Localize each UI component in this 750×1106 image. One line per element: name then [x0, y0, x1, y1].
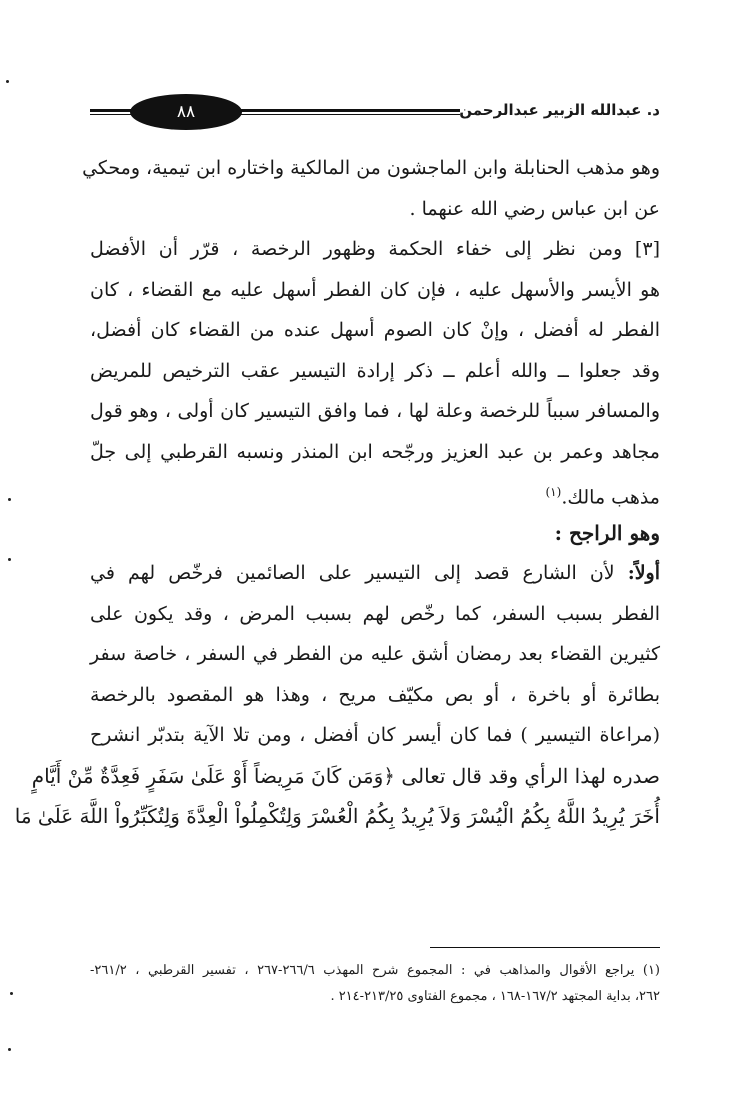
text-fragment: مذهب مالك. — [561, 486, 660, 509]
scan-speck — [8, 1048, 11, 1051]
text-line — [90, 553, 660, 594]
footnote-line: ٢٦٢، بداية المجتهد ١٦٧/٢-١٦٨ ، مجموع الفتاوى ٢١٣/٢٥-٢١٤ . — [330, 989, 660, 1004]
text-line: بطائرة أو باخرة ، أو بص مكيّف مريح ، وهذا هو المقصود بالرخصة — [90, 683, 660, 706]
scan-speck — [10, 992, 13, 995]
text-line: هو الأيسر والأسهل عليه ، فإن كان الفطر أسهل عليه مع القضاء ، كان — [90, 278, 660, 301]
scan-speck — [8, 498, 11, 501]
text-line: وقد جعلوا ــ والله أعلم ــ ذكر إرادة التيسير عقب الترخيص للمريض — [90, 359, 660, 382]
header-author: د. عبدالله الزبير عبدالرحمن — [459, 101, 660, 119]
running-header — [90, 92, 660, 136]
text-line: كثيرين القضاء بعد رمضان أشق عليه من الفطر في السفر ، خاصة سفر — [90, 643, 660, 665]
section-heading: وهو الراجح : — [554, 520, 660, 545]
footnotes — [90, 958, 660, 1010]
body-text — [14, 148, 660, 837]
text-line: والمسافر سبباً للرخصة وعلة لها ، فما وافق التيسير كان أولى ، وهو قول — [90, 400, 660, 422]
text-line: مجاهد وعمر بن عبد العزيز ورجّحه ابن المنذر ونسبه القرطبي إلى جلّ — [90, 440, 660, 463]
text-line: [٣] ومن نظر إلى خفاء الحكمة وظهور الرخصة ، قرّر أن الأفضل — [90, 238, 660, 260]
page-number: ٨٨ — [130, 94, 242, 130]
text-line — [90, 472, 660, 513]
point-label: أولاً: — [627, 562, 660, 584]
text-fragment: لأن الشارع قصد إلى التيسير على الصائمين فرخّص لهم في — [90, 562, 628, 584]
text-line: وهو مذهب الحنابلة وابن الماجشون من المالكية واختاره ابن تيمية، ومحكي — [82, 157, 660, 179]
text-line: (مراعاة التيسير ) فما كان أيسر كان أفضل ، ومن تلا الآية بتدبّر انشرح — [90, 724, 660, 746]
footnote-separator — [430, 947, 660, 948]
text-line: الفطر بسبب السفر، كما رخّص لهم بسبب المرض ، وقد يكون على — [90, 602, 660, 625]
text-line: عن ابن عباس رضي الله عنهما . — [409, 197, 660, 220]
footnote-reference[interactable]: (١) — [545, 485, 562, 499]
scan-speck — [6, 80, 9, 83]
quran-verse-line: أُخَرَ يُرِيدُ اللَّهُ بِكُمُ الْيُسْرَ وَلاَ يُرِيدُ بِكُمُ الْعُسْرَ وَلِتُكْمِلُواْ الْعِدَّةَ وَلِتُكَبِّرُواْ اللَّهَ عَلَىٰ مَا — [14, 804, 660, 828]
scan-speck — [8, 558, 11, 561]
text-line: الفطر له أفضل ، وإنْ كان الصوم أسهل عنده من القضاء كان أفضل، — [90, 319, 660, 341]
footnote-line: (١) يراجع الأقوال والمذاهب في : المجموع شرح المهذب ٢٦٦/٦-٢٦٧ ، تفسير القرطبي ، ٢٦١/٢- — [90, 963, 660, 978]
quran-verse-line: صدره لهذا الرأي وقد قال تعالى ﴿وَمَن كَانَ مَرِيضاً أَوْ عَلَىٰ سَفَرٍ فَعِدَّةٌ مِّنْ أَيَّامٍ — [31, 763, 660, 788]
